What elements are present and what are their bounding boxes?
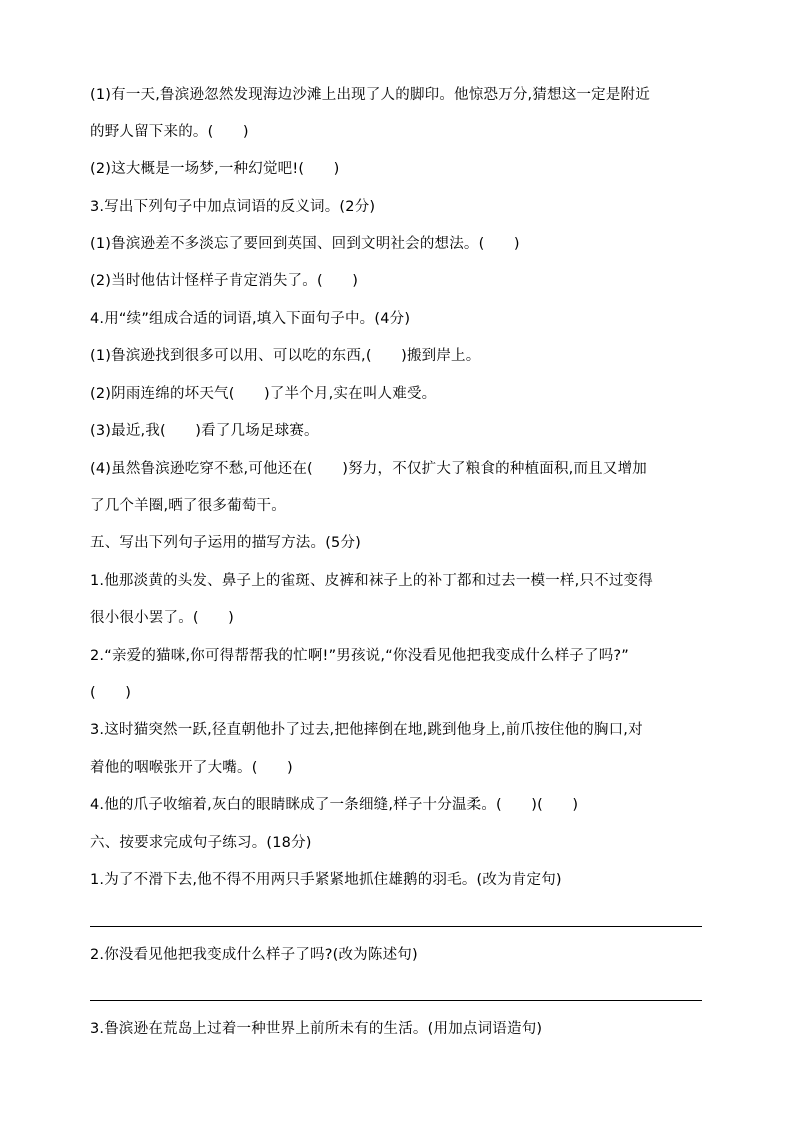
- text-line: 1.他那淡黄的头发、鼻子上的雀斑、皮裤和袜子上的补丁都和过去一模一样,只不过变得: [90, 573, 653, 589]
- text-line: (1)鲁滨逊找到很多可以用、可以吃的东西,( )搬到岸上。: [90, 348, 481, 364]
- section-heading: 六、按要求完成句子练习。(18分): [90, 835, 312, 851]
- text-line: 了几个羊圈,晒了很多葡萄干。: [90, 498, 286, 514]
- text-line: 着他的咽喉张开了大嘴。( ): [90, 760, 293, 776]
- section-heading: 五、写出下列句子运用的描写方法。(5分): [90, 535, 362, 551]
- text-line: (4)虽然鲁滨逊吃穿不愁,可他还在( )努力，不仅扩大了粮食的种植面积,而且又增加: [90, 461, 647, 477]
- text-line: (1)鲁滨逊差不多淡忘了要回到英国、回到文明社会的想法。( ): [90, 236, 520, 252]
- text-line: ( ): [90, 685, 132, 701]
- text-line: 的野人留下来的。( ): [90, 124, 249, 140]
- section-heading: 4.用“续”组成合适的词语,填入下面句子中。(4分): [90, 311, 411, 327]
- text-line: (1)有一天,鲁滨逊忽然发现海边沙滩上出现了人的脚印。他惊恐万分,猜想这一定是附近: [90, 87, 650, 103]
- text-line: 3.这时猫突然一跃,径直朝他扑了过去,把他摔倒在地,跳到他身上,前爪按住他的胸口,对: [90, 722, 643, 738]
- answer-line[interactable]: [90, 1000, 702, 1001]
- text-line: (2)当时他估计怪样子肯定消失了。( ): [90, 273, 359, 289]
- text-line: 4.他的爪子收缩着,灰白的眼睛眯成了一条细缝,样子十分温柔。( )( ): [90, 797, 579, 813]
- text-line: (2)这大概是一场梦,一种幻觉吧!( ): [90, 161, 340, 177]
- text-line: 3.鲁滨逊在荒岛上过着一种世界上前所未有的生活。(用加点词语造句): [90, 1021, 543, 1037]
- text-line: 2.你没看见他把我变成什么样子了吗?(改为陈述句): [90, 947, 418, 963]
- text-line: 很小很小罢了。( ): [90, 610, 235, 626]
- text-line: (3)最近,我( )看了几场足球赛。: [90, 423, 319, 439]
- section-heading: 3.写出下列句子中加点词语的反义词。(2分): [90, 199, 376, 215]
- text-line: 1.为了不滑下去,他不得不用两只手紧紧地抓住雄鹅的羽毛。(改为肯定句): [90, 872, 562, 888]
- text-line: 2.“亲爱的猫咪,你可得帮帮我的忙啊!”男孩说,“你没看见他把我变成什么样子了吗?”: [90, 648, 630, 664]
- text-line: (2)阴雨连绵的坏天气( )了半个月,实在叫人难受。: [90, 386, 437, 402]
- answer-line[interactable]: [90, 926, 702, 927]
